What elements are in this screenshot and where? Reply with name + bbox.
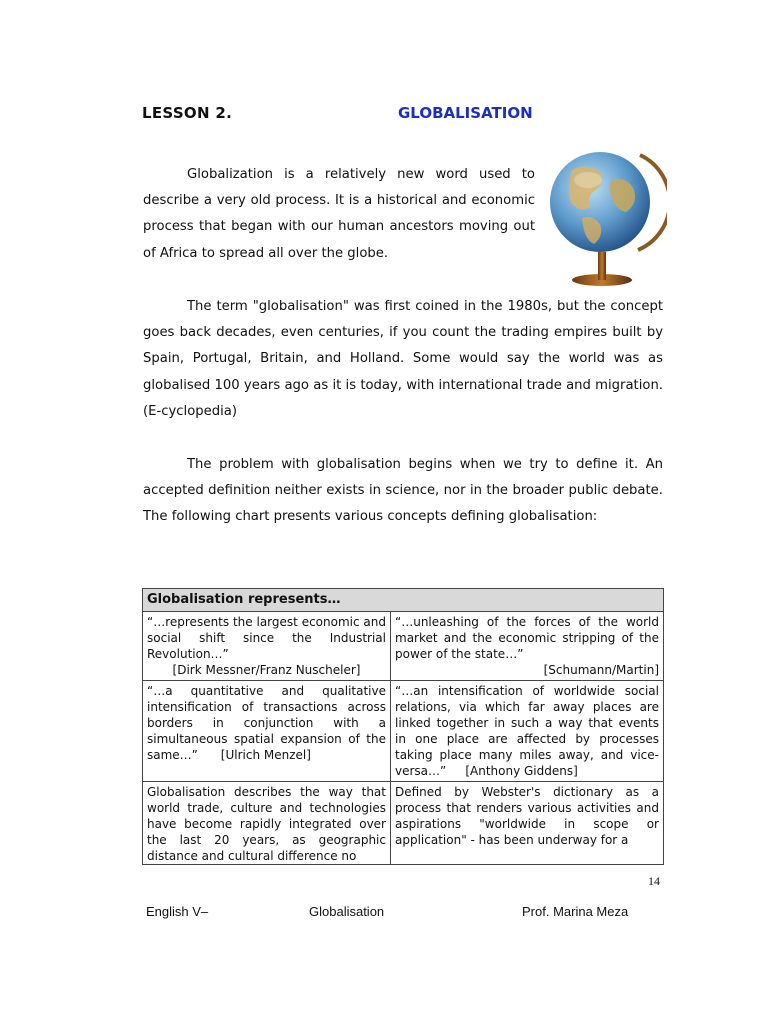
table-cell [391,612,664,681]
globe-icon [542,140,667,290]
table-cell [143,782,391,865]
concepts-table [142,588,664,865]
paragraph-intro [143,162,535,267]
lesson-number: LESSON 2. [142,104,233,122]
table-cell [391,681,664,782]
table-cell [143,681,391,782]
citation-menzel: [Ulrich Menzel] [220,748,311,762]
paragraph-term [143,294,663,425]
table-row [143,612,664,681]
paragraph-problem [143,452,663,531]
citation-messner: [Dirk Messner/Franz Nuscheler] [172,663,361,677]
table-row [143,681,664,782]
quote-messner: “…represents the largest economic and social shift since the Industrial Revolution…” [147,615,386,661]
paragraph-term-text: The term "globalisation" was first coined in the 1980s, but the concept goes back decades, even centuries, if you count the trading empires built by Spain, Portugal, Britain, and Holland. Some would say the world was as globalised 100 years ago as it is today, with international trade and migration. (E-cyclopedia) [143,299,663,419]
table-cell [391,782,664,865]
quote-schumann: “…unleashing of the forces of the world market and the economic stripping of the power of the state…” [395,615,659,661]
definition-webster: Defined by Webster's dictionary as a process that renders various activities and aspirations "worldwide in scope or application" - has been underway for a [395,785,659,847]
footer-author: Prof. Marina Meza [522,904,629,919]
table-cell [143,612,391,681]
paragraph-intro-text: Globalization is a relatively new word used to describe a very old process. It is a historical and economic process that began with our human ancestors moving out of Africa to spread all over the globe. [143,167,535,261]
citation-schumann: [Schumann/Martin] [543,663,659,677]
paragraph-problem-text: The problem with globalisation begins when we try to define it. An accepted definition neither exists in science, nor in the broader public debate. The following chart presents various concepts defining globalisation: [143,457,663,525]
page-number: 14 [648,874,660,888]
footer-topic: Globalisation [309,904,385,919]
quote-menzel: “…a quantitative and qualitative intensification of transactions across borders in conjunction with a simultaneous spatial expansion of the same…” [147,684,386,762]
footer-course: English V– [146,904,209,919]
citation-giddens: [Anthony Giddens] [465,764,578,778]
table-row [143,782,664,865]
page-title: GLOBALISATION [398,104,533,122]
definition-trade: Globalisation describes the way that world trade, culture and technologies have become rapidly integrated over the last 20 years, as geographic distance and cultural difference no [147,785,386,862]
quote-giddens: “…an intensification of worldwide social relations, via which far away places are linked together in such a way that events in one place are affected by processes taking place many miles away, and vice-versa…” [395,684,659,778]
table-header: Globalisation represents… [143,589,664,612]
